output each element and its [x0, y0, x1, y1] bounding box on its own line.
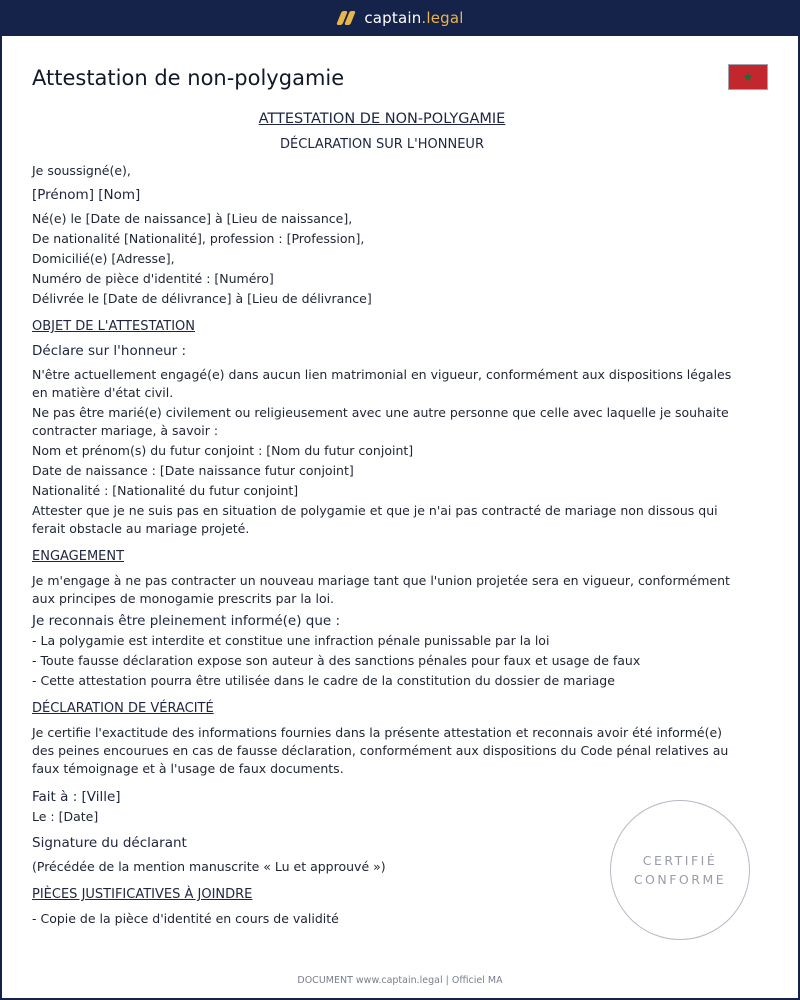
declare-lead: Déclare sur l'honneur :	[32, 343, 187, 359]
section-heading-veracite: DÉCLARATION DE VÉRACITÉ	[32, 701, 214, 716]
page-title: Attestation de non-polygamie	[32, 66, 345, 90]
brand-name[interactable]	[364, 9, 463, 27]
date-line: Le : [Date]	[32, 809, 99, 824]
identity-line: Délivrée le [Date de délivrance] à [Lieu de délivrance]	[32, 291, 372, 306]
informed-item: - Cette attestation pourra être utilisée dans le cadre de la constitution du dossier de mariage	[32, 673, 615, 688]
identity-line: Domicilié(e) [Adresse],	[32, 251, 175, 266]
identity-line: De nationalité [Nationalité], profession : [Profession],	[32, 231, 365, 246]
content-fade	[2, 941, 798, 971]
identity-line: Numéro de pièce d'identité : [Numéro]	[32, 271, 274, 286]
identity-line: Né(e) le [Date de naissance] à [Lieu de naissance],	[32, 211, 353, 226]
signature-note: (Précédée de la mention manuscrite « Lu et approuvé »)	[32, 859, 386, 874]
captain-logo-icon	[336, 10, 356, 26]
informed-item: - Toute fausse déclaration expose son auteur à des sanctions pénales pour faux et usage de faux	[32, 653, 641, 668]
document-heading: ATTESTATION DE NON-POLYGAMIE	[258, 111, 506, 127]
document-sheet	[2, 36, 798, 998]
pieces-item: - Copie de la pièce d'identité en cours de validité	[32, 911, 339, 926]
intro-text: Je soussigné(e),	[32, 163, 131, 178]
footer-text: DOCUMENT www.captain.legal | Officiel MA	[297, 975, 503, 986]
section-heading-objet: OBJET DE L'ATTESTATION	[32, 319, 195, 334]
certified-stamp	[610, 800, 750, 940]
objet-line: Nationalité : [Nationalité du futur conjoint]	[32, 483, 299, 498]
document-subheading: DÉCLARATION SUR L'HONNEUR	[280, 137, 484, 152]
stamp-line-2: CONFORME	[633, 872, 727, 887]
informed-lead: Je reconnais être pleinement informé(e) que :	[32, 613, 341, 629]
document-body	[32, 110, 732, 928]
brand-tld: .legal	[421, 9, 464, 27]
objet-line: Attester que je ne suis pas en situation de polygamie et que je n'ai pas contracté de mariage non dissous qui ferait obstacle au mariage projeté.	[32, 503, 718, 536]
morocco-flag-icon: ★	[728, 64, 768, 90]
identity-block	[32, 210, 732, 308]
section-heading-engagement: ENGAGEMENT	[32, 549, 125, 564]
objet-line: Date de naissance : [Date naissance futur conjoint]	[32, 463, 354, 478]
footer	[2, 971, 798, 998]
brand-name-text: captain	[364, 9, 422, 27]
section-heading-pieces: PIÈCES JUSTIFICATIVES À JOINDRE	[32, 887, 253, 902]
informed-item: - La polygamie est interdite et constitue une infraction pénale punissable par la loi	[32, 633, 550, 648]
veracite-text: Je certifie l'exactitude des informations fournies dans la présente attestation et reconnais avoir été informé(e) des peines encourues en cas de fausse déclaration, conformément aux dispositions du Code pénal relatives au faux témoignage et à l'usage de faux documents.	[32, 725, 729, 776]
objet-line: Ne pas être marié(e) civilement ou religieusement avec une autre personne que celle avec laquelle je souhaite contracter mariage, à savoir :	[32, 405, 729, 438]
signature-lead: Signature du déclarant	[32, 835, 187, 851]
objet-line: Nom et prénom(s) du futur conjoint : [Nom du futur conjoint]	[32, 443, 414, 458]
fait-a-line: Fait à : [Ville]	[32, 789, 121, 805]
engagement-text: Je m'engage à ne pas contracter un nouveau mariage tant que l'union projetée sera en vigueur, conformément aux principes de monogamie prescrits par la loi.	[32, 573, 730, 606]
top-bar	[0, 0, 800, 36]
name-placeholder: [Prénom] [Nom]	[32, 187, 141, 203]
objet-line: N'être actuellement engagé(e) dans aucun lien matrimonial en vigueur, conformément aux dispositions légales en matière d'état civil.	[32, 367, 732, 400]
stamp-line-1: CERTIFIÉ	[642, 853, 718, 868]
